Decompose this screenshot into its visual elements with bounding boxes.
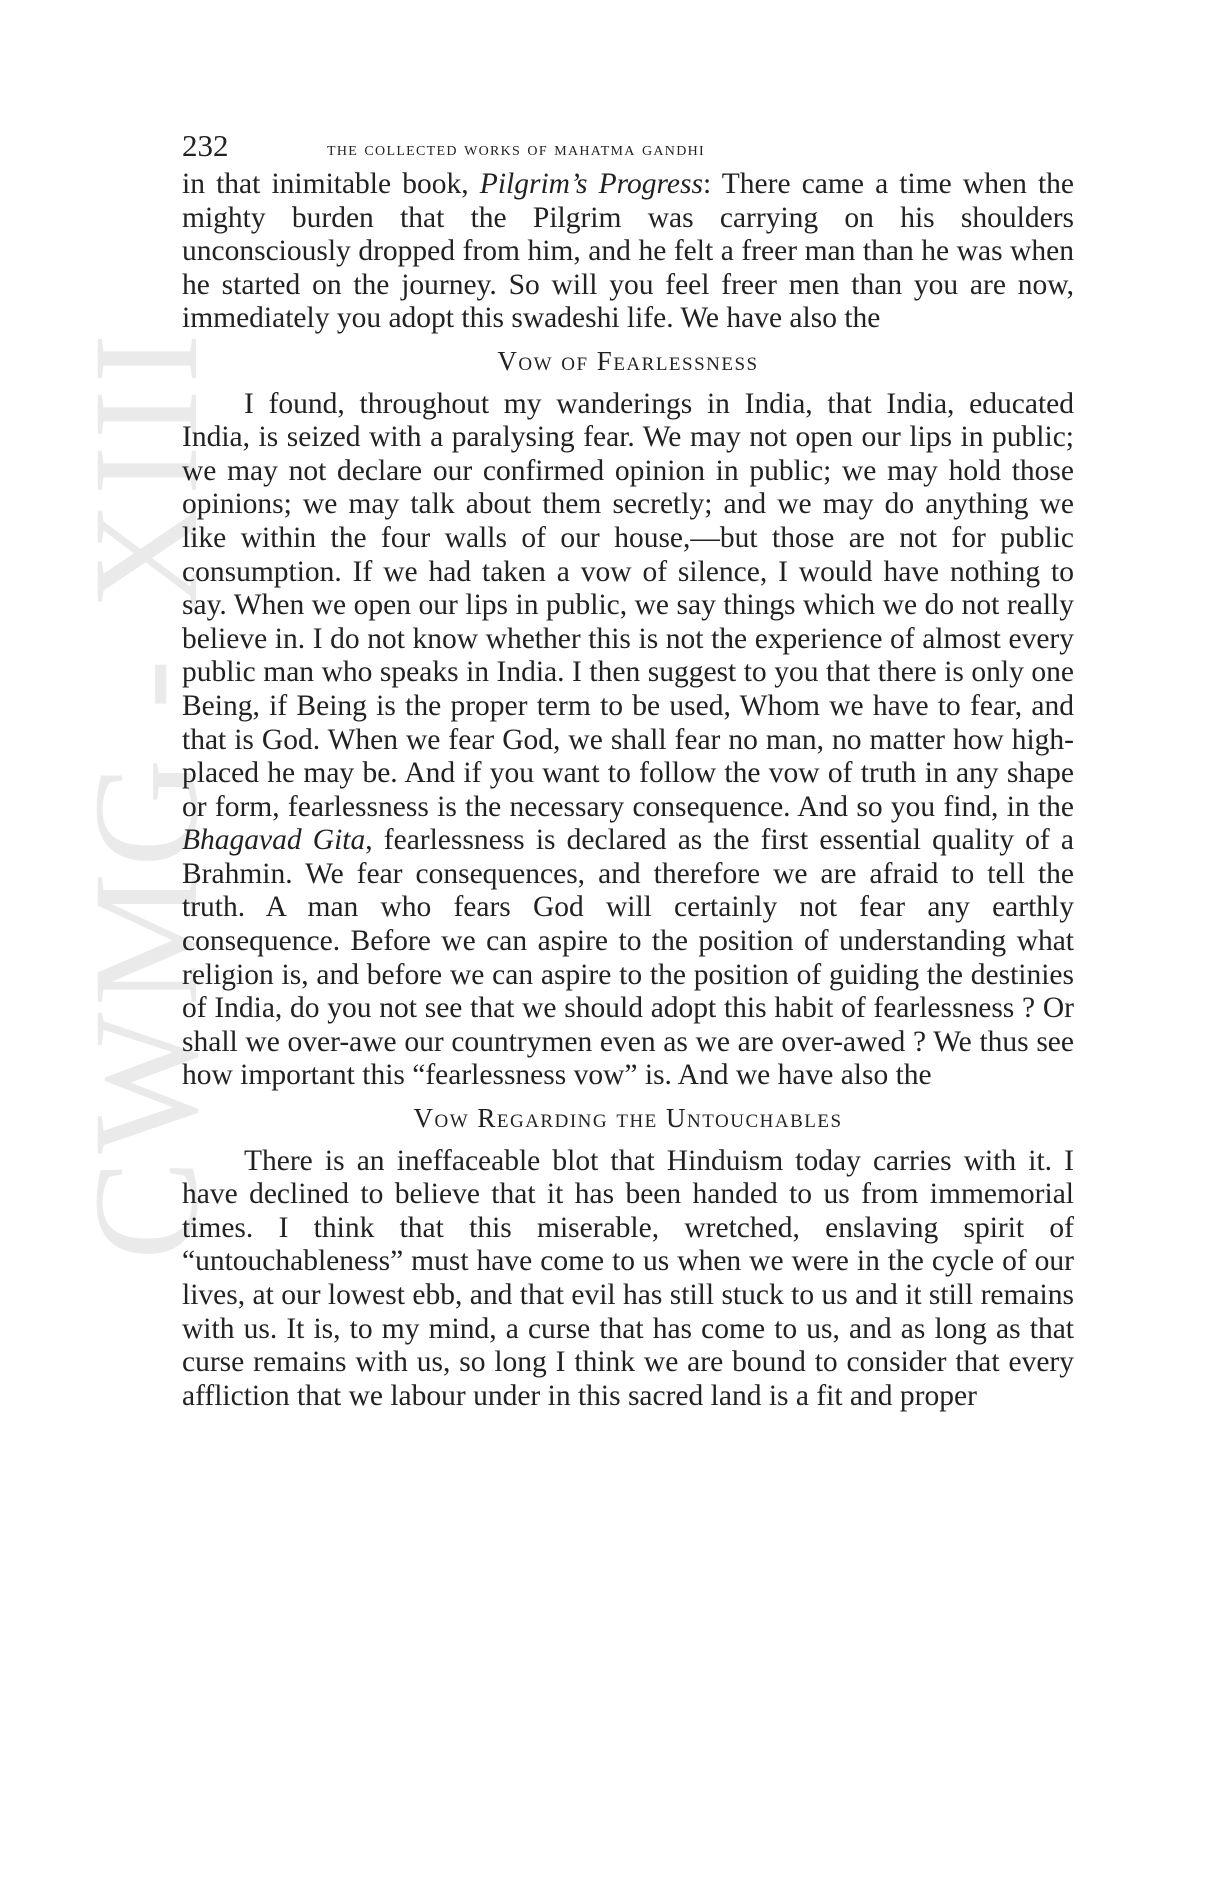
page-content — [182, 128, 1074, 1413]
paragraph-3-text: There is an ineffaceable blot that Hinduism today carries with it. I have declined to believe that it has been handed to us from immemorial times. I think that this miserable, wretched, enslaving spirit of “untouchableness” must have come to us when we were in the cycle of our lives, at our lowest ebb, and that evil has still stuck to us and it still remains with us. It is, to my mind, a curse that has come to us, and as long as that curse remains with us, so long I think we are bound to consider that every affliction that we labour under in this sacred land is a fit and proper — [182, 1144, 1074, 1412]
paragraph-2 — [182, 388, 1074, 1093]
scripture-title-italic: Bhagavad Gita — [182, 824, 366, 857]
paragraph-1-text-b: : There came a time when the mighty burden that the Pilgrim was carrying on his shoulders unconsciously dropped from him, and he felt a freer man than he was when he started on the journey. So will you feel freer men than you are now, immediately you adopt this swadeshi life. We have also the — [182, 168, 1075, 335]
running-head — [182, 128, 1074, 168]
page-number: 232 — [182, 128, 229, 163]
paragraph-2-text-a: I found, throughout my wanderings in India, that India, educated India, is seized with a paralysing fear. We may not open our lips in public; we may not declare our confirmed opinion in public; we may hold those opinions; we may talk about them secretly; and we may do anything we like within the four walls of our house,—but those are not for public consumption. If we had taken a vow of silence, I would have nothing to say. When we open our lips in public, we say things which we do not really believe in. I do not know whether this is not the experience of almost every public man who speaks in India. I then suggest to you that there is only one Being, if Being is the proper term to be used, Whom we have to fear, and that is God. When we fear God, we shall fear no man, no matter how high-placed he may be. And if you want to follow the vow of truth in any shape or form, fearlessness is the necessary consequence. And so you find, in the — [182, 387, 1074, 823]
watermark: CWMG - XIII — [63, 327, 229, 1260]
paragraph-3 — [182, 1145, 1074, 1414]
paragraph-2-text-b: , fearlessness is declared as the first essential quality of a Brahmin. We fear consequences, and therefore we are afraid to tell the truth. A man who fears God will certainly not fear any earthly consequence. Before we can aspire to the position of understanding what religion is, and before we can aspire to the position of guiding the destinies of India, do you not see that we should adopt this habit of fearlessness ? Or shall we over-awe our countrymen even as we are over-awed ? We thus see how important this “fearlessness vow” is. And we have also the — [182, 824, 1074, 1092]
running-title: the collected works of mahatma gandhi — [327, 138, 705, 160]
section-heading-fearlessness: Vow of Fearlessness — [497, 345, 759, 376]
paragraph-1-text-a: in that inimitable book, — [182, 168, 480, 200]
paragraph-1 — [182, 168, 1074, 336]
section-heading-untouchables: Vow Regarding the Untouchables — [413, 1103, 843, 1134]
book-title-italic: Pilgrim’s Progress — [479, 168, 703, 200]
